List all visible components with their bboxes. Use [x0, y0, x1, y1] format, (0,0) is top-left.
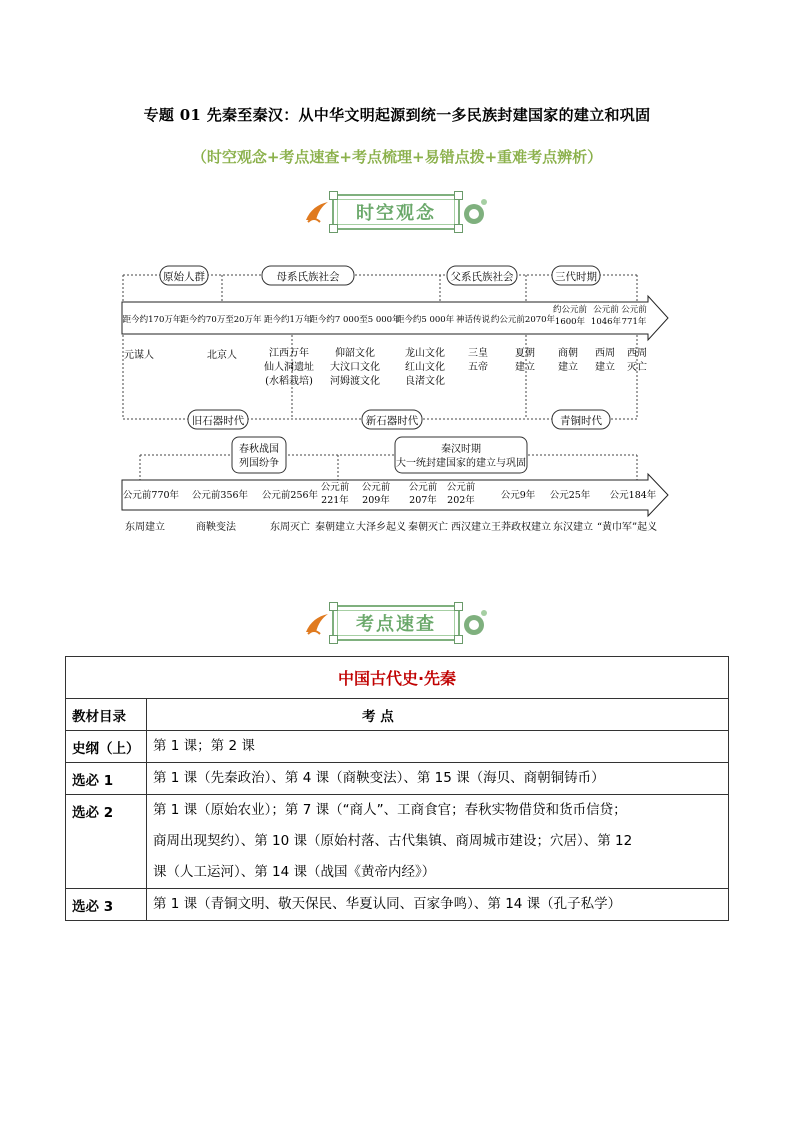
content-line: 第 1 课；第 2 课 — [153, 738, 255, 754]
event-label: 大泽乡起义 — [356, 522, 406, 533]
event-label: 红山文化 — [405, 362, 445, 373]
date-label: 公元前770年 — [122, 490, 180, 501]
event-label: 三皇 — [468, 348, 488, 359]
era-label: 大一统封建国家的建立与巩固 — [396, 458, 526, 469]
era-label: 春秋战国 — [239, 444, 279, 455]
date-label: 公元184年 — [609, 490, 657, 501]
date-label: 距今约70万至20万年 — [180, 315, 262, 325]
row-content — [147, 731, 729, 763]
date-label: 距今约7 000至5 000年 — [309, 315, 401, 325]
era-label: 原始人群 — [163, 271, 205, 283]
column-header: 教材目录 — [66, 699, 147, 731]
event-label: 河姆渡文化 — [330, 376, 380, 387]
row-content — [147, 889, 729, 921]
page-subtitle: （时空观念+考点速查+考点梳理+易错点拨+重难考点辨析） — [191, 148, 603, 166]
row-content — [147, 795, 729, 889]
koi-fish-icon — [302, 608, 332, 638]
row-content — [147, 763, 729, 795]
date-label: 约公元前 — [552, 305, 588, 315]
event-label: 灭亡 — [627, 362, 647, 373]
date-label: 207年 — [409, 495, 437, 506]
date-label: 公元前 — [408, 482, 438, 493]
event-label: 商朝 — [558, 348, 578, 359]
event-label: 元谋人 — [124, 350, 154, 361]
age-label: 旧石器时代 — [191, 415, 245, 427]
event-label: 建立 — [515, 362, 535, 373]
event-label: “黄巾军”起义 — [596, 522, 658, 533]
date-label: 209年 — [362, 495, 390, 506]
date-label: 公元9年 — [500, 490, 536, 501]
content-line: 第 1 课（青铜文明、敬天保民、华夏认同、百家争鸣）、第 14 课（孔子私学） — [153, 896, 622, 912]
date-label: 公元前 — [320, 482, 350, 493]
event-label: 东周灭亡 — [270, 522, 310, 533]
row-label: 史纲（上） — [66, 731, 147, 763]
table-row — [66, 795, 729, 889]
era-label: 三代时期 — [555, 271, 597, 283]
date-label: 距今约170万年 — [122, 315, 182, 325]
date-label: 公元前 — [361, 482, 391, 493]
table-row — [66, 763, 729, 795]
event-label: 建立 — [595, 362, 615, 373]
era-label: 秦汉时期 — [441, 444, 481, 455]
event-label: 东周建立 — [125, 522, 165, 533]
event-label: 秦朝灭亡 — [408, 522, 448, 533]
page-title: 专题 01 先秦至秦汉：从中华文明起源到统一多民族封建国家的建立和巩固 — [143, 106, 651, 124]
event-label: 大汶口文化 — [330, 362, 380, 373]
content-line: 课（人工运河）、第 14 课（战国《黄帝内经》） — [153, 864, 436, 880]
era-label: 母系氏族社会 — [276, 271, 340, 283]
date-label: 1600年 — [554, 317, 586, 327]
content-line: 商周出现契约）、第 10 课（原始村落、古代集镇、商周城市建设；穴居）、第 12 — [153, 833, 633, 849]
event-label: 建立 — [558, 362, 578, 373]
event-label: 龙山文化 — [405, 348, 445, 359]
date-label: 距今约1万年 — [264, 315, 312, 325]
row-label: 选必 2 — [66, 795, 147, 889]
event-label: 仰韶文化 — [335, 348, 375, 359]
event-label: 江西万年 — [269, 348, 309, 359]
row-label: 选必 1 — [66, 763, 147, 795]
event-label: (水稻栽培) — [265, 376, 313, 387]
event-label: 商鞅变法 — [196, 522, 236, 533]
row-label: 选必 3 — [66, 889, 147, 921]
event-label: 秦朝建立 — [315, 522, 355, 533]
date-label: 距今约5 000年 — [395, 315, 455, 325]
event-label: 西周 — [595, 348, 615, 359]
date-label: 公元前356年 — [191, 490, 249, 501]
era-label: 列国纷争 — [239, 458, 279, 469]
event-label: 北京人 — [207, 350, 237, 361]
content-line: 第 1 课（先秦政治）、第 4 课（商鞅变法）、第 15 课（海贝、商朝铜铸币） — [153, 770, 605, 786]
date-label: 221年 — [321, 495, 349, 506]
age-label: 新石器时代 — [365, 415, 419, 427]
event-label: 夏朝 — [515, 348, 535, 359]
date-label: 公元前 — [446, 482, 476, 493]
table-header: 中国古代史·先秦 — [66, 657, 729, 699]
exam-points-table — [65, 656, 729, 921]
event-label: 东汉建立 — [553, 522, 593, 533]
era-label: 父系氏族社会 — [450, 271, 514, 283]
date-label: 1046年 — [590, 317, 622, 327]
date-label: 约公元前2070年 — [490, 315, 556, 325]
date-label: 公元前 — [593, 305, 619, 315]
column-header: 考 点 — [147, 699, 729, 731]
table-row — [66, 889, 729, 921]
event-label: 良渚文化 — [405, 376, 445, 387]
date-label: 202年 — [447, 495, 475, 506]
banner-label: 考点速查 — [337, 610, 455, 636]
event-label: 仙人洞遗址 — [264, 362, 314, 373]
event-label: 王莽政权建立 — [491, 522, 551, 533]
content-line: 第 1 课（原始农业）；第 7 课（“商人”、工商食官；春秋实物借贷和货币信贷； — [153, 802, 627, 818]
date-label: 公元前256年 — [261, 490, 319, 501]
date-label: 公元25年 — [549, 490, 591, 501]
date-label: 771年 — [621, 317, 647, 327]
event-label: 西周 — [627, 348, 647, 359]
table-row — [66, 731, 729, 763]
decorative-dots-icon — [460, 607, 490, 639]
date-label: 神话传说 — [455, 315, 491, 325]
date-label: 公元前 — [621, 305, 647, 315]
event-label: 五帝 — [468, 362, 488, 373]
age-label: 青铜时代 — [560, 415, 602, 427]
section-banner-quick-check — [332, 605, 460, 641]
banner-label: 时空观念 — [337, 199, 455, 225]
event-label: 西汉建立 — [451, 522, 491, 533]
